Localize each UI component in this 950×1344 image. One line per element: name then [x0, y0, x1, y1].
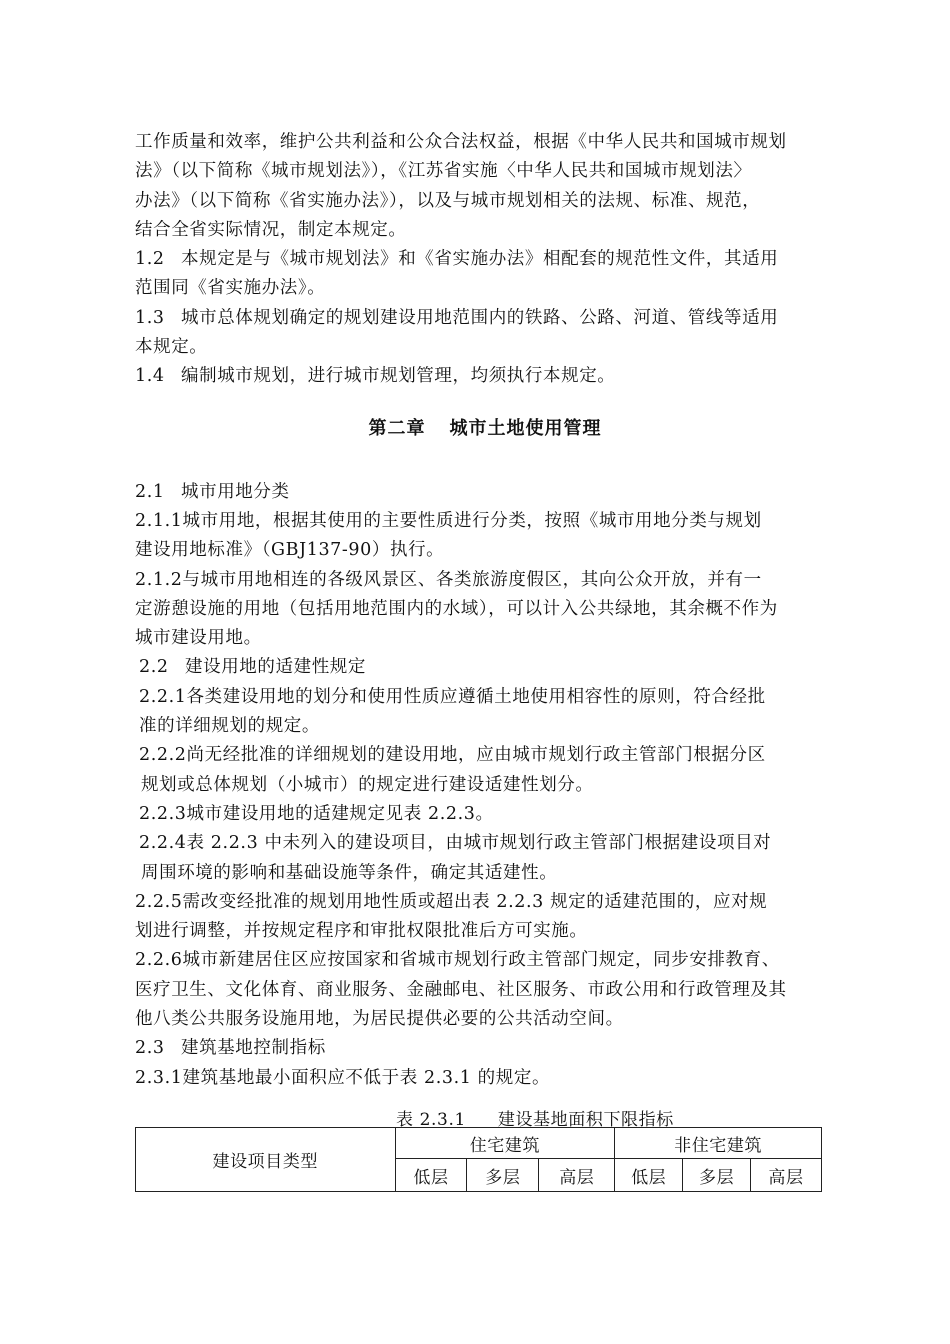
clause-text: 本规定是与《城市规划法》和《省实施办法》相配套的规范性文件，其适用: [181, 249, 779, 270]
site-area-table: [135, 1127, 822, 1192]
clause-text: 定游憩设施的用地（包括用地范围内的水域），可以计入公共绿地，其余概不作为: [135, 598, 778, 619]
clause-text: 办法》（以下简称《省实施办法》），以及与城市规划相关的法规、标准、规范，: [135, 190, 761, 211]
paragraph-line: [135, 712, 835, 741]
paragraph-line: [135, 683, 835, 712]
paragraph-line: [135, 653, 835, 682]
clause-text: 划进行调整，并按规定程序和审批权限批准后方可实施。: [135, 921, 588, 942]
table-row-header: 建设项目类型: [136, 1128, 396, 1192]
clause-text: 城市建设用地的适建规定见表 2.2.3。: [186, 803, 494, 824]
clause-text: 规划或总体规划（小城市）的规定进行建设适建性划分。: [141, 774, 594, 795]
clause-number: 2.2.3: [139, 803, 187, 824]
paragraph-line: [135, 946, 835, 975]
clause-text: 准的详细规划的规定。: [139, 716, 320, 737]
clause-number: 2.1.2: [135, 569, 183, 590]
table-subheader-cell: 低层: [615, 1159, 683, 1192]
clause-text: 他八类公共服务设施用地，为居民提供必要的公共活动空间。: [135, 1009, 624, 1030]
clause-text: 建筑基地控制指标: [181, 1038, 326, 1059]
clause-number: 2.1.1: [135, 510, 183, 531]
clause-text: 结合全省实际情况，制定本规定。: [135, 219, 407, 240]
clause-number: 2.2.5: [135, 891, 183, 912]
table-subheader-cell: 低层: [395, 1159, 467, 1192]
clause-text: 与城市用地相连的各级风景区、各类旅游度假区，其向公众开放，并有一: [182, 569, 762, 590]
clause-text: 编制城市规划，进行城市规划管理，均须执行本规定。: [181, 366, 616, 387]
clause-number: 2.2.1: [139, 686, 187, 707]
clause-number: 2.2.6: [135, 950, 183, 971]
clause-text: 医疗卫生、文化体育、商业服务、金融邮电、社区服务、市政公用和行政管理及其: [135, 979, 787, 1000]
clause-text: 城市总体规划确定的规划建设用地范围内的铁路、公路、河道、管线等适用: [181, 307, 779, 328]
paragraph-line: [135, 1005, 835, 1034]
table-group-nonresidential: 非住宅建筑: [615, 1128, 822, 1159]
table-subheader-cell: 高层: [539, 1159, 615, 1192]
paragraph-line: [135, 128, 835, 157]
paragraph-line: [135, 245, 835, 274]
clause-text: 城市用地分类: [181, 481, 290, 502]
chapter-title: 城市土地使用管理: [449, 417, 602, 439]
paragraph-line: [135, 1064, 835, 1093]
paragraph-line: [135, 333, 835, 362]
clause-text: 建设用地标准》（GBJ137-90）执行。: [135, 540, 445, 561]
paragraph-line: [135, 976, 835, 1005]
clause-number: 2.3: [135, 1038, 165, 1059]
clause-text: 表 2.2.3 中未列入的建设项目，由城市规划行政主管部门根据建设项目对: [186, 833, 772, 854]
clause-text: 周围环境的影响和基础设施等条件，确定其适建性。: [141, 862, 558, 883]
paragraph-line: [135, 829, 835, 858]
paragraph-line: [135, 1034, 835, 1063]
table-caption-title: 建设基地面积下限指标: [497, 1110, 674, 1130]
paragraph-line: [135, 157, 835, 186]
paragraph-line: [135, 216, 835, 245]
paragraph-line: [135, 771, 835, 800]
table-caption-number: 表 2.3.1: [396, 1110, 466, 1130]
clause-number: 2.1: [135, 481, 165, 502]
clause-number: 1.3: [135, 307, 165, 328]
paragraph-line: [135, 187, 835, 216]
table-subheader-cell: 高层: [751, 1159, 822, 1192]
clause-number: 2.2.4: [139, 833, 187, 854]
paragraph-line: [135, 362, 835, 391]
paragraph-line: [135, 859, 835, 888]
clause-text: 城市建设用地。: [135, 628, 262, 649]
clause-text: 各类建设用地的划分和使用性质应遵循土地使用相容性的原则，符合经批: [186, 686, 766, 707]
clause-number: 2.2.2: [139, 745, 187, 766]
document-page: [135, 128, 835, 1093]
chapter-two-section: [135, 478, 835, 1093]
table-subheader-cell: 多层: [467, 1159, 539, 1192]
paragraph-line: [135, 595, 835, 624]
intro-section: [135, 128, 835, 392]
paragraph-line: [135, 741, 835, 770]
clause-text: 建筑基地最小面积应不低于表 2.3.1 的规定。: [182, 1067, 551, 1088]
paragraph-line: [135, 478, 835, 507]
paragraph-line: [135, 917, 835, 946]
clause-number: 1.2: [135, 249, 165, 270]
clause-text: 工作质量和效率，维护公共利益和公众合法权益，根据《中华人民共和国城市规划: [135, 132, 787, 152]
clause-text: 城市新建居住区应按国家和省城市规划行政主管部门规定，同步安排教育、: [182, 950, 780, 971]
clause-text: 法》（以下简称《城市规划法》），《江苏省实施〈中华人民共和国城市规划法〉: [135, 161, 752, 182]
clause-number: 1.4: [135, 366, 165, 387]
table-header-row: [136, 1128, 822, 1159]
clause-text: 城市用地，根据其使用的主要性质进行分类，按照《城市用地分类与规划: [182, 510, 762, 531]
clause-text: 本规定。: [135, 337, 208, 358]
chapter-heading: [135, 414, 835, 444]
table-subheader-cell: 多层: [683, 1159, 751, 1192]
paragraph-line: [135, 507, 835, 536]
paragraph-line: [135, 624, 835, 653]
chapter-label: 第二章: [368, 417, 426, 439]
paragraph-line: [135, 304, 835, 333]
table-group-residential: 住宅建筑: [395, 1128, 615, 1159]
clause-number: 2.2: [139, 657, 169, 678]
paragraph-line: [135, 800, 835, 829]
clause-number: 2.3.1: [135, 1067, 183, 1088]
paragraph-line: [135, 888, 835, 917]
paragraph-line: [135, 566, 835, 595]
clause-text: 尚无经批准的详细规划的建设用地，应由城市规划行政主管部门根据分区: [186, 745, 766, 766]
clause-text: 建设用地的适建性规定: [185, 657, 366, 678]
paragraph-line: [135, 536, 835, 565]
clause-text: 范围同《省实施办法》。: [135, 278, 326, 299]
clause-text: 需改变经批准的规划用地性质或超出表 2.2.3 规定的适建范围的，应对规: [182, 891, 768, 912]
paragraph-line: [135, 274, 835, 303]
